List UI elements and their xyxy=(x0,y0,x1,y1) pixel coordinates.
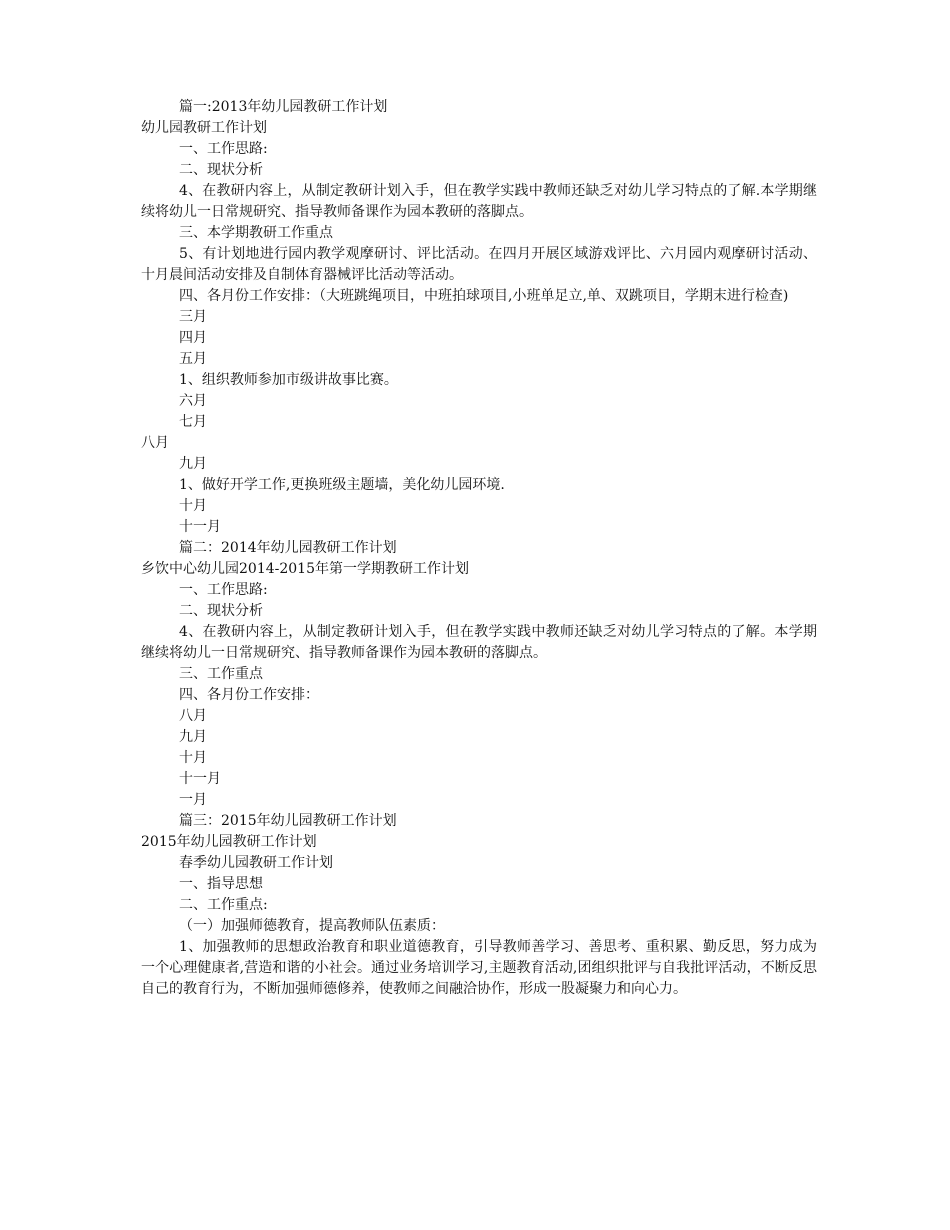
month-label: 八月 xyxy=(141,435,169,451)
month-label: 八月 xyxy=(179,708,207,724)
list-item: 1、做好开学工作,更换班级主题墙，美化幼儿园环境. xyxy=(179,477,505,493)
month-label: 六月 xyxy=(179,393,207,409)
section-title: 篇二：2014年幼儿园教研工作计划 xyxy=(179,540,397,556)
heading-key-points: 二、工作重点: xyxy=(179,897,268,913)
month-label: 五月 xyxy=(179,351,207,367)
month-label: 九月 xyxy=(179,456,207,472)
month-label: 三月 xyxy=(179,309,207,325)
section-title: 篇一:2013年幼儿园教研工作计划 xyxy=(179,99,388,115)
heading-status-analysis: 二、现状分析 xyxy=(179,162,263,178)
heading-work-approach: 一、工作思路: xyxy=(179,141,268,157)
sub-heading: （一）加强师德教育，提高教师队伍素质： xyxy=(179,918,445,934)
paragraph: 1、加强教师的思想政治教育和职业道德教育，引导教师善学习、善思考、重积累、勤反思，努力成为一个心理健康者,营造和谐的小社会。通过业务培训学习,主题教育活动,团组织批评与自我批评活动，不断反思自己的教育行为，不断加强师德修养，使教师之间融洽协作，形成一股凝聚力和向心力。 xyxy=(141,939,817,997)
heading-guiding-idea: 一、指导思想 xyxy=(179,876,263,892)
month-label: 九月 xyxy=(179,729,207,745)
month-label: 十一月 xyxy=(179,519,221,535)
heading-monthly-plan: 四、各月份工作安排： xyxy=(179,687,319,703)
paragraph: 4、在教研内容上，从制定教研计划入手，但在教学实践中教师还缺乏对幼儿学习特点的了解.本学期继续将幼儿一日常规研究、指导教师备课作为园本教研的落脚点。 xyxy=(141,183,817,220)
month-label: 十月 xyxy=(179,498,207,514)
month-label: 十月 xyxy=(179,750,207,766)
month-label: 一月 xyxy=(179,792,207,808)
list-item: 1、组织教师参加市级讲故事比赛。 xyxy=(179,372,398,388)
month-label: 十一月 xyxy=(179,771,221,787)
paragraph: 四、各月份工作安排：（大班跳绳项目，中班拍球项目,小班单足立,单、双跳项目，学期末进行检查) xyxy=(179,288,789,304)
document-subheading: 春季幼儿园教研工作计划 xyxy=(179,855,333,871)
section-title: 篇三：2015年幼儿园教研工作计划 xyxy=(179,813,397,829)
document-heading: 幼儿园教研工作计划 xyxy=(141,120,267,136)
document-heading: 2015年幼儿园教研工作计划 xyxy=(141,834,317,850)
heading-status-analysis: 二、现状分析 xyxy=(179,603,263,619)
heading-key-points: 三、本学期教研工作重点 xyxy=(179,225,333,241)
document-body xyxy=(141,97,817,1000)
month-label: 四月 xyxy=(179,330,207,346)
paragraph: 5、有计划地进行园内教学观摩研讨、评比活动。在四月开展区域游戏评比、六月园内观摩研讨活动、十月晨间活动安排及自制体育器械评比活动等活动。 xyxy=(141,246,817,283)
paragraph: 4、在教研内容上，从制定教研计划入手，但在教学实践中教师还缺乏对幼儿学习特点的了解。本学期继续将幼儿一日常规研究、指导教师备课作为园本教研的落脚点。 xyxy=(141,624,817,661)
month-label: 七月 xyxy=(179,414,207,430)
heading-key-points: 三、工作重点 xyxy=(179,666,263,682)
document-heading: 乡饮中心幼儿园2014-2015年第一学期教研工作计划 xyxy=(141,561,469,577)
heading-work-approach: 一、工作思路: xyxy=(179,582,268,598)
